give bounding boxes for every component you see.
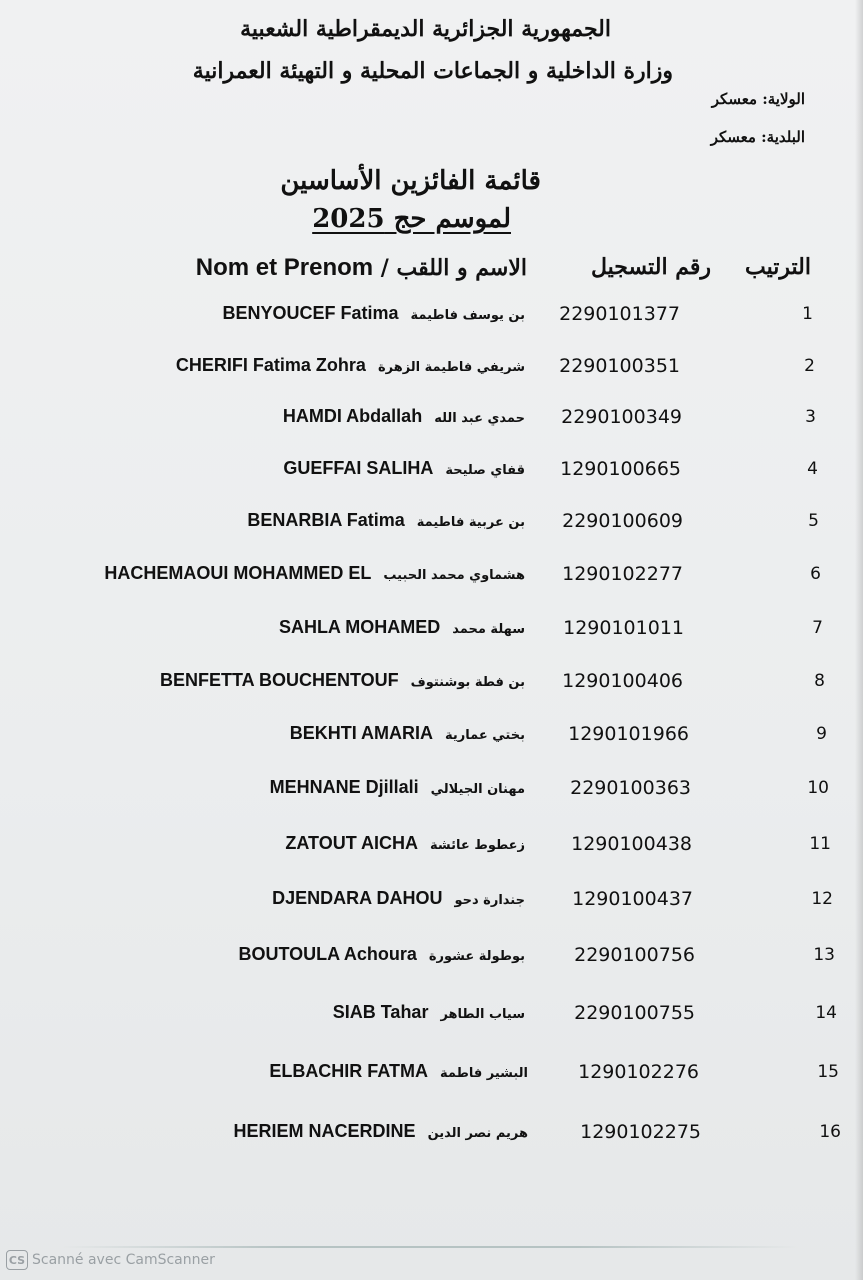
rank-cell: 6 xyxy=(810,564,821,584)
scanner-watermark-text: Scanné avec CamScanner xyxy=(32,1252,215,1268)
name-cell xyxy=(104,563,525,584)
table-row xyxy=(0,944,863,984)
name-cell xyxy=(272,888,525,909)
registration-cell: 2290100363 xyxy=(570,777,691,799)
republic-header: الجمهورية الجزائرية الديمقراطية الشعبية xyxy=(240,16,611,42)
table-row xyxy=(0,1002,863,1042)
registration-cell: 1290102275 xyxy=(580,1121,701,1143)
name-latin: HACHEMAOUI MOHAMMED EL xyxy=(104,563,372,583)
table-row xyxy=(0,563,863,603)
name-arabic: بن فطة بوشنتوف xyxy=(410,675,525,690)
name-latin: GUEFFAI SALIHA xyxy=(283,458,434,478)
registration-cell: 1290102276 xyxy=(578,1061,699,1083)
table-row xyxy=(0,303,863,343)
rank-cell: 10 xyxy=(807,778,829,798)
name-latin: BENARBIA Fatima xyxy=(247,510,405,530)
registration-cell: 2290101377 xyxy=(559,303,680,325)
table-row xyxy=(0,777,863,817)
name-cell xyxy=(283,458,525,479)
name-latin: DJENDARA DAHOU xyxy=(272,888,443,908)
registration-cell: 1290101966 xyxy=(568,723,689,745)
wilaya-label: الولاية: معسكر xyxy=(711,90,805,108)
document-subtitle: لموسم حج 2025 xyxy=(312,204,511,234)
rank-cell: 12 xyxy=(811,889,833,909)
registration-cell: 1290102277 xyxy=(562,563,683,585)
ministry-header: وزارة الداخلية و الجماعات المحلية و التهيئة العمرانية xyxy=(192,58,673,84)
name-arabic: بوطولة عشورة xyxy=(428,949,525,964)
name-latin: HAMDI Abdallah xyxy=(282,406,423,426)
name-latin: ELBACHIR FATMA xyxy=(269,1061,428,1081)
scan-divider xyxy=(60,1246,800,1248)
table-row xyxy=(0,1121,863,1161)
commune-label: البلدية: معسكر xyxy=(710,128,805,146)
name-cell xyxy=(176,355,525,376)
rank-cell: 1 xyxy=(802,304,813,324)
name-arabic: شريفي فاطيمة الزهرة xyxy=(377,360,525,375)
scanner-watermark xyxy=(6,1250,215,1270)
rank-cell: 5 xyxy=(808,511,819,531)
name-cell xyxy=(279,617,525,638)
rank-column-header: الترتيب xyxy=(745,254,811,280)
name-column-header-ar: الاسم و اللقب / xyxy=(380,255,527,281)
document-title: قائمة الفائزين الأساسين xyxy=(280,166,541,196)
name-column-header xyxy=(196,254,527,282)
registration-cell: 2290100755 xyxy=(574,1002,695,1024)
registration-cell: 2290100351 xyxy=(559,355,680,377)
name-arabic: هشماوي محمد الحبيب xyxy=(383,568,525,583)
name-arabic: هريم نصر الدين xyxy=(427,1126,528,1141)
table-row xyxy=(0,510,863,550)
registration-cell: 1290100406 xyxy=(562,670,683,692)
name-latin: CHERIFI Fatima Zohra xyxy=(175,355,366,375)
table-row xyxy=(0,888,863,928)
name-latin: SAHLA MOHAMED xyxy=(278,617,441,637)
rank-cell: 8 xyxy=(814,671,825,691)
registration-column-header: رقم التسجيل xyxy=(590,254,711,280)
name-cell xyxy=(333,1002,525,1023)
name-latin: BEKHTI AMARIA xyxy=(289,723,434,743)
name-cell xyxy=(285,833,525,854)
rank-cell: 3 xyxy=(805,407,816,427)
name-latin: MEHNANE Djillali xyxy=(269,777,419,797)
name-latin: BENFETTA BOUCHENTOUF xyxy=(159,670,399,690)
name-cell xyxy=(283,406,525,427)
name-arabic: قفاي صليحة xyxy=(445,463,525,478)
name-arabic: بن عربية فاطيمة xyxy=(416,515,525,530)
name-cell xyxy=(269,1061,528,1082)
table-row xyxy=(0,833,863,873)
name-latin: BOUTOULA Achoura xyxy=(238,944,417,964)
registration-cell: 1290100438 xyxy=(571,833,692,855)
rank-cell: 14 xyxy=(815,1003,837,1023)
name-arabic: مهنان الجيلالي xyxy=(430,782,525,797)
table-row xyxy=(0,355,863,395)
rank-cell: 11 xyxy=(809,834,831,854)
rank-cell: 7 xyxy=(812,618,823,638)
name-arabic: بختي عمارية xyxy=(445,728,525,743)
name-cell xyxy=(270,777,525,798)
name-cell xyxy=(160,670,525,691)
rank-cell: 13 xyxy=(813,945,835,965)
registration-cell: 2290100609 xyxy=(562,510,683,532)
name-cell xyxy=(290,723,525,744)
table-row xyxy=(0,406,863,446)
registration-cell: 1290101011 xyxy=(563,617,684,639)
name-latin: ZATOUT AICHA xyxy=(285,833,419,853)
table-row xyxy=(0,458,863,498)
rank-cell: 16 xyxy=(819,1122,841,1142)
camscanner-logo-icon: CS xyxy=(6,1250,28,1270)
name-arabic: سياب الطاهر xyxy=(440,1007,525,1022)
registration-cell: 2290100756 xyxy=(574,944,695,966)
registration-cell: 1290100665 xyxy=(560,458,681,480)
name-latin: HERIEM NACERDINE xyxy=(233,1121,416,1141)
rank-cell: 15 xyxy=(817,1062,839,1082)
name-cell xyxy=(247,510,525,531)
registration-cell: 2290100349 xyxy=(561,406,682,428)
name-cell xyxy=(222,303,525,324)
name-cell xyxy=(239,944,525,965)
rank-cell: 4 xyxy=(807,459,818,479)
name-latin: SIAB Tahar xyxy=(332,1002,429,1022)
name-arabic: جندارة دحو xyxy=(454,893,525,908)
name-column-header-fr: Nom et Prenom xyxy=(195,254,374,281)
table-row xyxy=(0,617,863,657)
name-arabic: بن يوسف فاطيمة xyxy=(410,308,525,323)
name-arabic: سهلة محمد xyxy=(452,622,525,637)
rank-cell: 2 xyxy=(804,356,815,376)
name-latin: BENYOUCEF Fatima xyxy=(222,303,399,323)
name-arabic: زعطوط عائشة xyxy=(430,838,525,853)
registration-cell: 1290100437 xyxy=(572,888,693,910)
name-cell xyxy=(234,1121,528,1142)
rank-cell: 9 xyxy=(816,724,827,744)
name-arabic: حمدي عبد الله xyxy=(434,411,525,426)
table-row xyxy=(0,723,863,763)
table-row xyxy=(0,670,863,710)
name-arabic: البشير فاطمة xyxy=(439,1066,528,1081)
table-row xyxy=(0,1061,863,1101)
